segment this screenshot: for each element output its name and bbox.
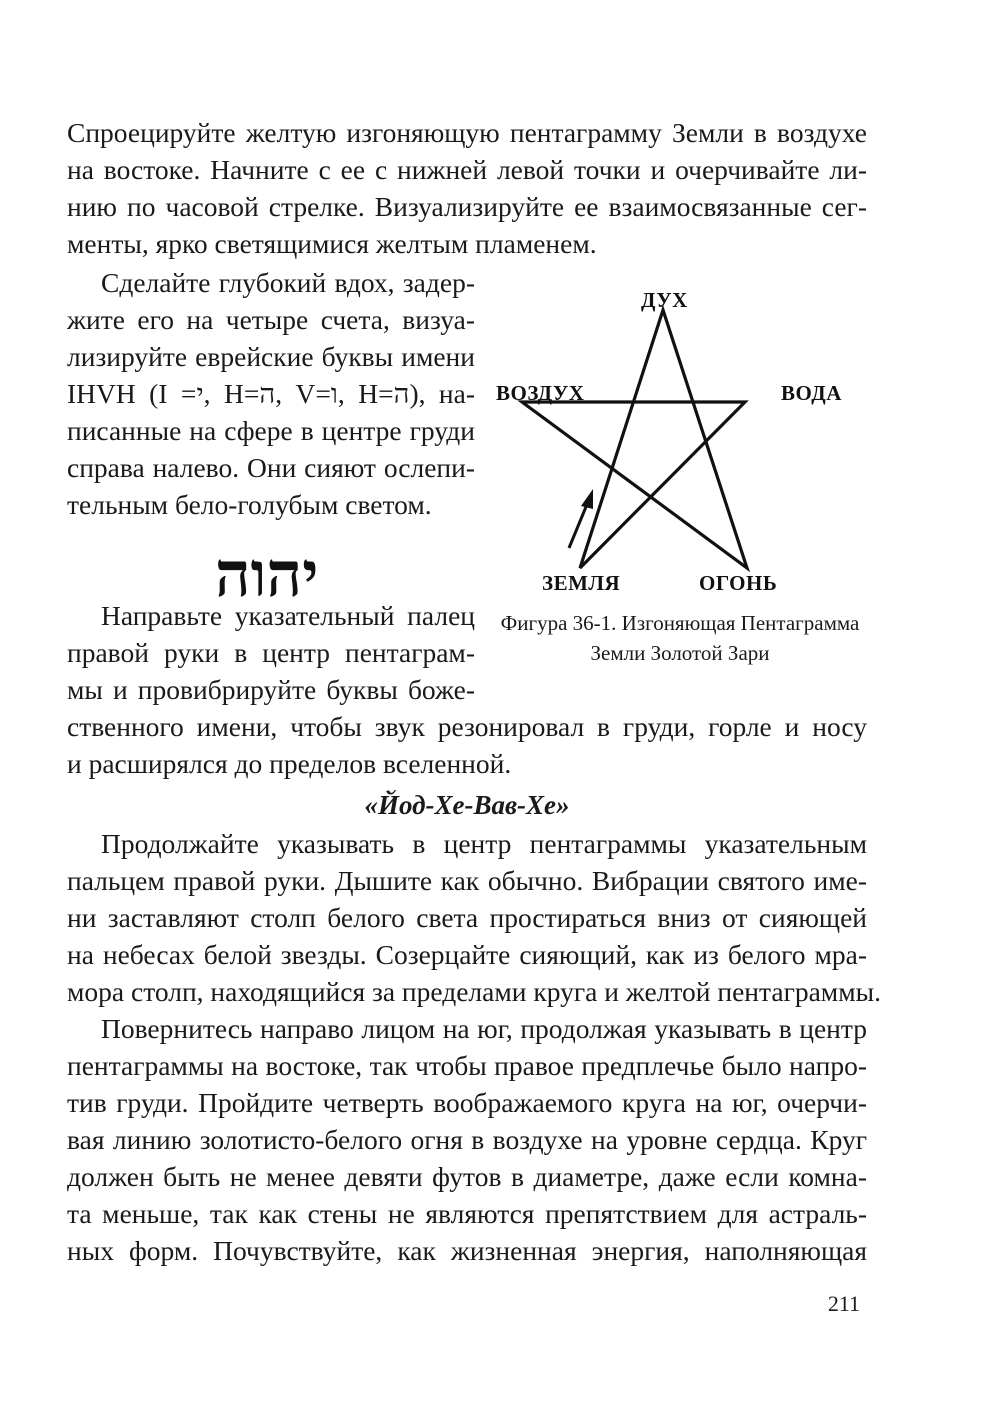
text-line: тельным бело-голубым светом.: [67, 489, 432, 520]
text-line: справа налево. Они сияют ослепи-: [67, 452, 475, 483]
text-line: ственного имени, чтобы звук резонировал в груди, горле и носу: [67, 711, 867, 742]
text-line: писанные на сфере в центре груди: [67, 415, 475, 446]
caption-line: Земли Золотой Зари: [590, 641, 770, 665]
label-air: ВОЗДУХ: [496, 381, 585, 405]
paragraph-3-continued: [67, 708, 867, 782]
label-water: ВОДА: [781, 381, 842, 405]
text-line: мора столп, находящийся за пределами круга и желтой пентаграммы.: [67, 976, 881, 1007]
text-line: на востоке. Начните с ее с нижней левой точки и очерчивайте ли-: [67, 154, 867, 185]
text-line: ни заставляют столп белого света простираться вниз от сияющей: [67, 902, 867, 933]
label-earth: ЗЕМЛЯ: [542, 571, 621, 595]
text-line: на небесах белой звезды. Созерцайте сияющий, как из белого мра-: [67, 939, 867, 970]
text-line: и расширялся до пределов вселенной.: [67, 748, 512, 779]
text-line: мы и провибрируйте буквы боже-: [67, 674, 475, 705]
text-line: Продолжайте указывать в центр пентаграммы указательным: [101, 828, 867, 859]
text-line: лизируйте еврейские буквы имени: [67, 341, 475, 372]
paragraph-4: [67, 825, 881, 1010]
figure-caption: [480, 608, 880, 668]
direction-arrow-line: [569, 502, 588, 548]
chant-title: «Йод-Хе-Вав-Хе»: [364, 790, 570, 820]
text-line: Повернитесь направо лицом на юг, продолжая указывать в центр: [101, 1013, 867, 1044]
text-line: вая линию золотисто-белого огня в воздухе на уровне сердца. Круг: [67, 1124, 867, 1155]
hebrew-divine-name: יהוה: [215, 538, 319, 611]
paragraph-1: [67, 114, 867, 262]
text-line: Сделайте глубокий вдох, задер-: [101, 267, 475, 298]
text-line: та меньше, так как стены не являются препятствием для астраль-: [67, 1198, 867, 1229]
paragraph-5: [67, 1010, 867, 1269]
text-line: IHVH (I =י, H=ה, V=ו, H=ה), на-: [67, 378, 475, 409]
text-line: должен быть не менее девяти футов в диаметре, даже если комна-: [67, 1161, 867, 1192]
text-line: нию по часовой стрелке. Визуализируйте ее взаимосвязанные сег-: [67, 191, 867, 222]
pentagram-star: [522, 310, 747, 568]
text-line: пальцем правой руки. Дышите как обычно. Вибрации святого име-: [67, 865, 867, 896]
paragraph-3: [67, 597, 475, 708]
text-line: пентаграммы на востоке, так чтобы правое предплечье было напро-: [67, 1050, 867, 1081]
text-line: ных форм. Почувствуйте, как жизненная энергия, наполняющая: [67, 1235, 867, 1266]
text-line: менты, ярко светящимися желтым пламенем.: [67, 228, 597, 259]
caption-line: Фигура 36-1. Изгоняющая Пентаграмма: [500, 611, 860, 635]
direction-arrow-head: [581, 489, 593, 509]
label-fire: ОГОНЬ: [699, 571, 778, 595]
label-spirit: ДУХ: [641, 288, 688, 312]
text-line: жите его на четыре счета, визуа-: [67, 304, 475, 335]
text-line: тив груди. Пройдите четверть воображаемого круга на юг, очерчи-: [67, 1087, 867, 1118]
pentagram-figure: [495, 290, 865, 590]
text-line: Спроецируйте желтую изгоняющую пентаграмму Земли в воздухе: [67, 117, 867, 148]
page-number: 211: [827, 1291, 860, 1316]
text-line: правой руки в центр пентаграм-: [67, 637, 475, 668]
text-line: Направьте указательный палец: [101, 600, 475, 631]
paragraph-2: [67, 264, 475, 523]
